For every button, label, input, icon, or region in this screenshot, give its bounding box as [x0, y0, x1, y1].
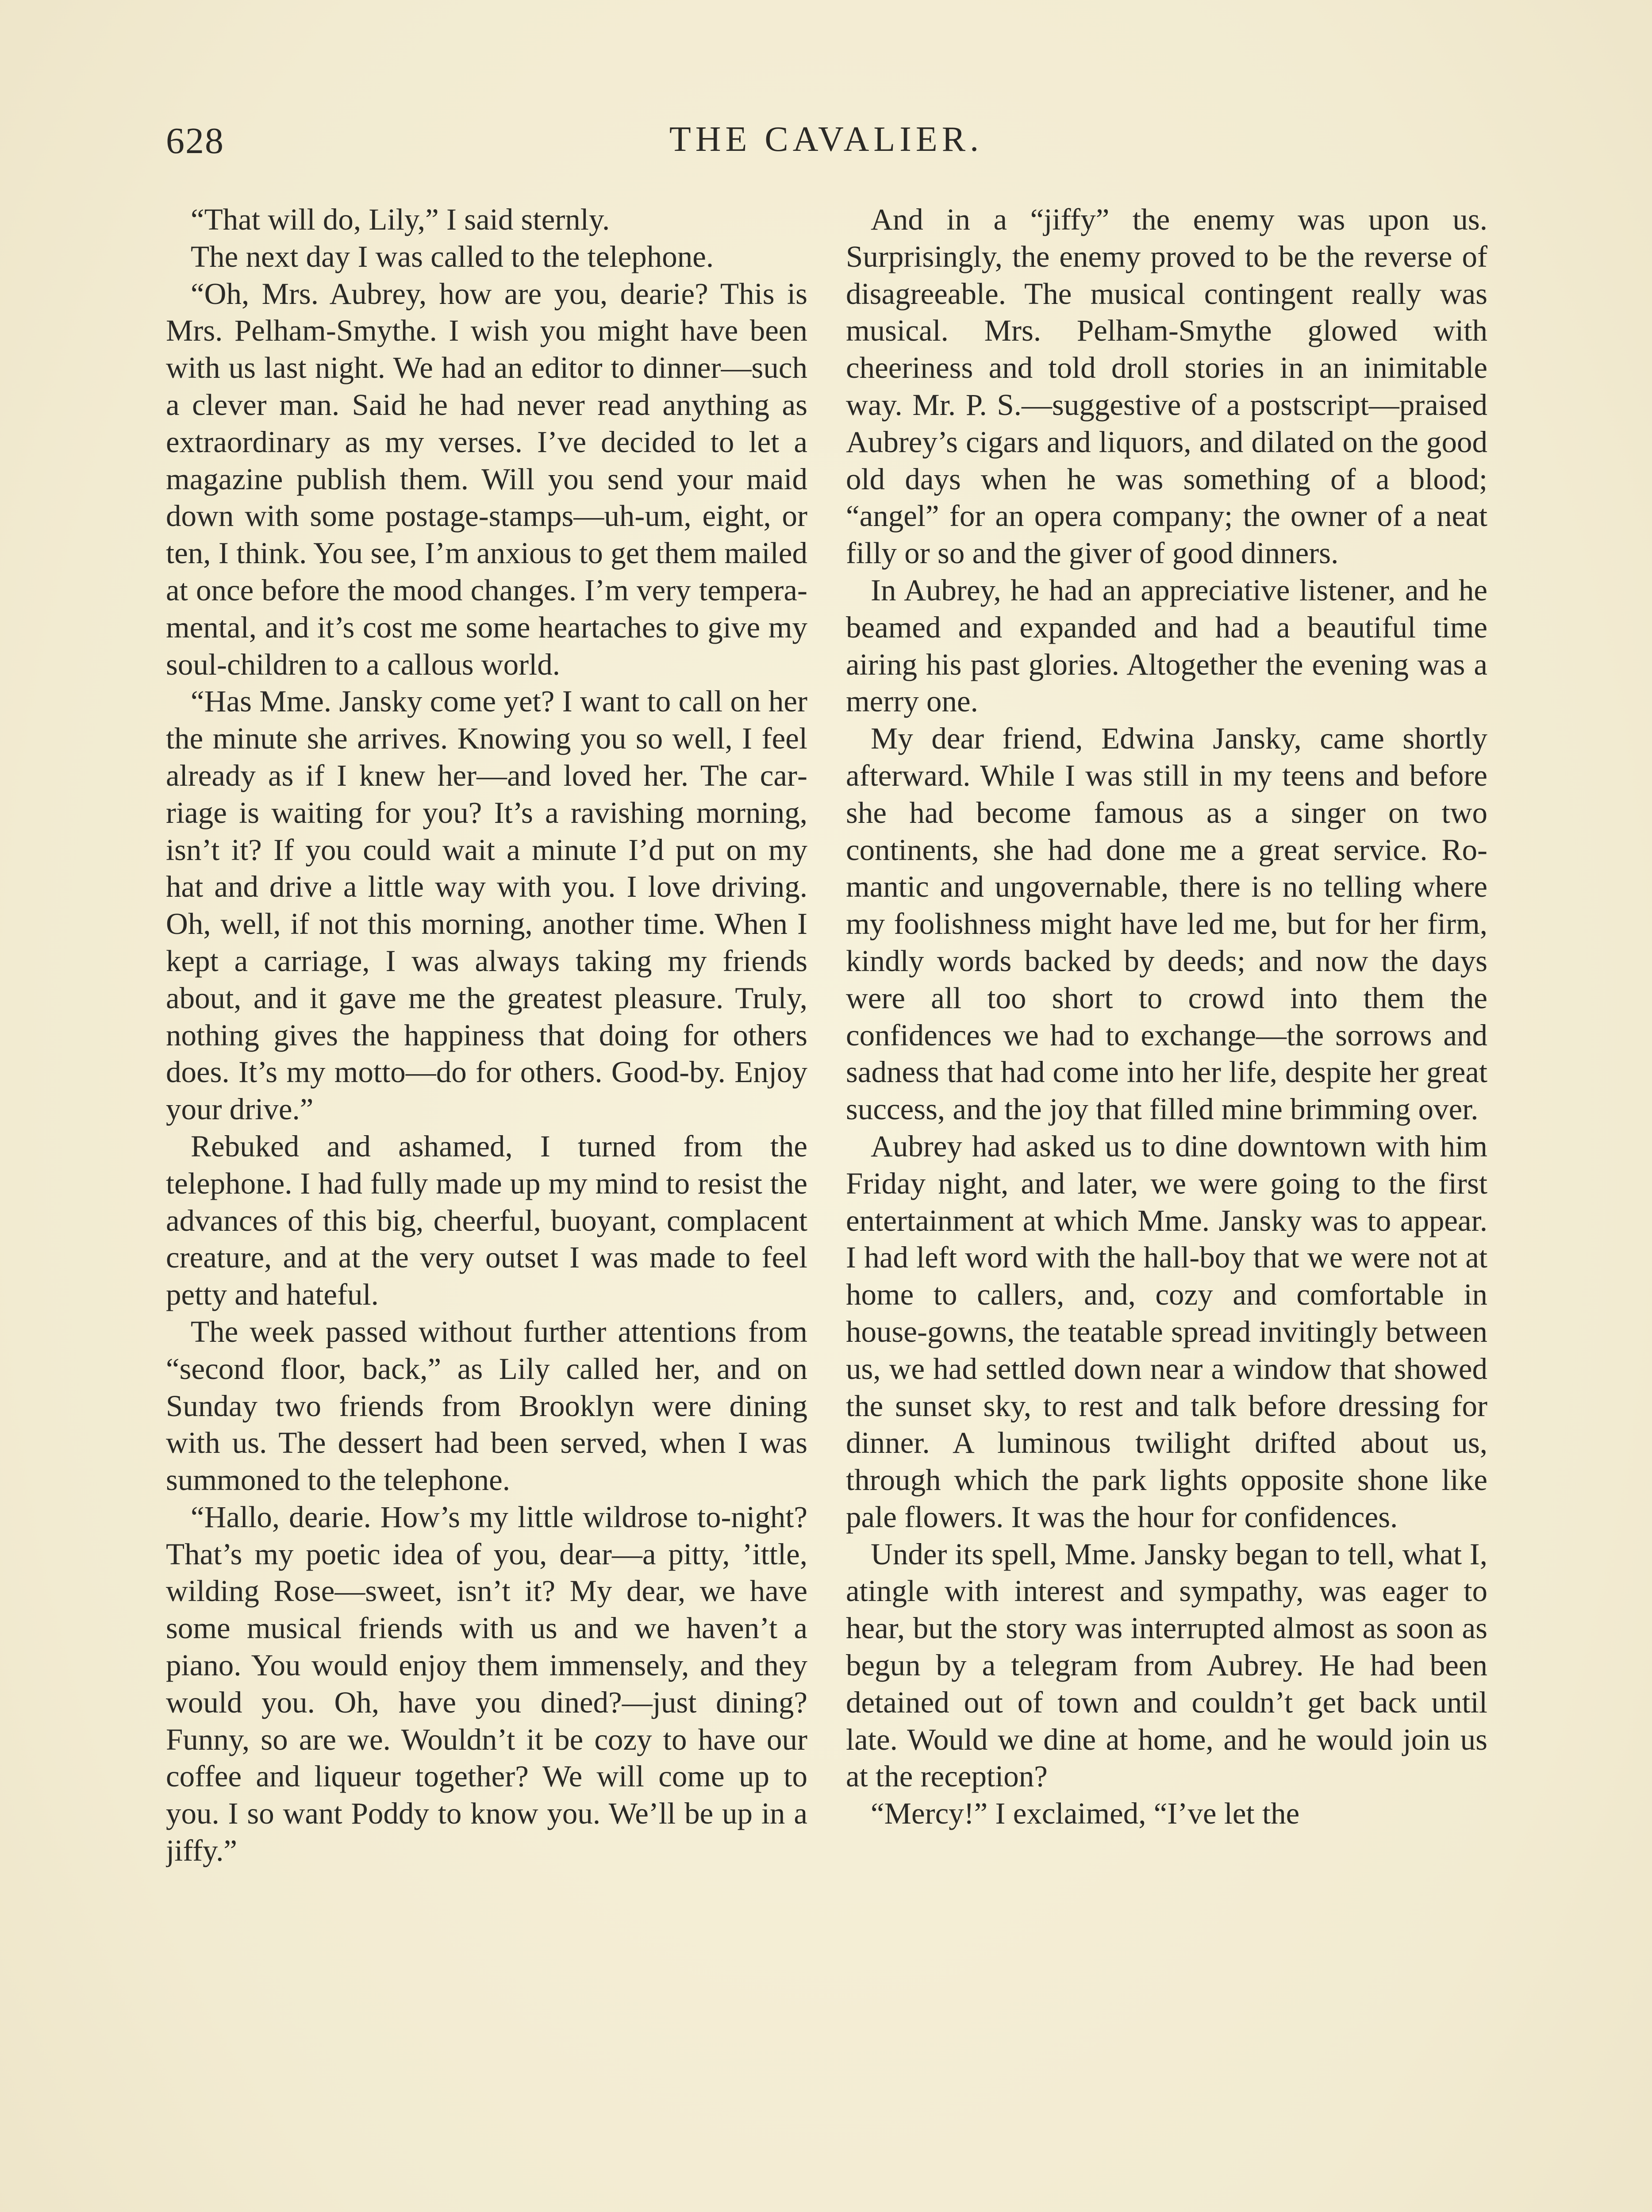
paragraph: In Aubrey, he had an appreciative listener, and he beamed and expanded and had a beautiful time airing his past glories. Altogether the evening was a merry one.	[846, 573, 1487, 718]
paragraph: And in a “jiffy” the enemy was upon us. Surprisingly, the enemy proved to be the reverse of disagreeable. The musical contingent really was musical. Mrs. Pelham-Smythe glowed with cheeriness and told droll stories in an inimitable way. Mr. P. S.—suggestive of a postscript—praised Aubrey’s cigars and liquors, and dilated on the good old days when he was something of a blood; “angel” for an opera company; the owner of a neat filly or so and the giver of good dinners.	[846, 203, 1487, 570]
paragraph: My dear friend, Edwina Jansky, came shortly afterward. While I was still in my teens and before she had become famous as a singer on two continents, she had done me a great service. Romantic and ungovernable, there is no telling where my foolishness might have led me, but for her firm, kindly words backed by deeds; and now the days were all too short to crowd into them the confidences we had to exchange—the sorrows and sadness that had come into her life, despite her great success, and the joy that filled mine brimming over.	[846, 722, 1487, 1126]
paragraph: “Oh, Mrs. Aubrey, how are you, dearie? This is Mrs. Pelham-Smythe. I wish you might have been with us last night. We had an editor to dinner—such a clever man. Said he had never read anything as extraordinary as my verses. I’ve decided to let a magazine publish them. Will you send your maid down with some postage-stamps—uh-um, eight, or ten, I think. You see, I’m anxious to get them mailed at once before the mood changes. I’m very temperamental, and it’s cost me some heartaches to give my soul-children to a callous world.	[166, 276, 807, 681]
paragraph: Rebuked and ashamed, I turned from the telephone. I had fully made up my mind to resist the advances of this big, cheerful, buoyant, complacent creature, and at the very outset I was made to feel petty and hateful.	[166, 1129, 807, 1312]
paragraph: “Has Mme. Jansky come yet? I want to call on her the minute she arrives. Knowing you so well, I feel already as if I knew her—and loved her. The carriage is waiting for you? It’s a ravishing morning, isn’t it? If you could wait a minute I’d put on my hat and drive a little way with you. I love driving. Oh, well, if not this morning, another time. When I kept a carriage, I was always taking my friends about, and it gave me the greatest pleasure. Truly, nothing gives the happiness that doing for others does. It’s my motto—do for others. Good-by. Enjoy your drive.”	[166, 684, 807, 1126]
paragraph: “Hallo, dearie. How’s my little wildrose to-night? That’s my poetic idea of you, dear—a pitty, ’ittle, wilding Rose—sweet, isn’t it? My dear, we have some musical friends with us and we haven’t a piano. You would enjoy them immensely, and they would you. Oh, have you dined?—just dining? Funny, so are we. Wouldn’t it be cozy to have our coffee and liqueur together? We will come up to you. I so want Poddy to know you. We’ll be up in a jiffy.”	[166, 1500, 807, 1868]
paragraph: Under its spell, Mme. Jansky began to tell, what I, atingle with interest and sympathy, was eager to hear, but the story was interrupted almost as soon as begun by a telegram from Aubrey. He had been detained out of town and couldn’t get back until late. Would we dine at home, and he would join us at the reception?	[846, 1537, 1487, 1793]
right-column	[846, 201, 1487, 2212]
running-title: THE CAVALIER.	[669, 120, 984, 159]
left-column	[166, 201, 807, 2212]
page-number: 628	[166, 120, 224, 161]
paragraph: The week passed without further attentions from “second floor, back,” as Lily called her, and on Sunday two friends from Brooklyn were dining with us. The dessert had been served, when I was summoned to the telephone.	[166, 1314, 807, 1497]
paragraph: The next day I was called to the telephone.	[191, 239, 714, 273]
page-header	[166, 119, 1487, 168]
paragraph: “That will do, Lily,” I said sternly.	[191, 203, 610, 236]
paragraph: Aubrey had asked us to dine downtown with him Friday night, and later, we were going to the first entertainment at which Mme. Jansky was to appear. I had left word with the hall-boy that we were not at home to callers, and, cozy and comfortable in house-gowns, the teatable spread invitingly between us, we had settled down near a window that showed the sunset sky, to rest and talk before dressing for dinner. A luminous twilight drifted about us, through which the park lights opposite shone like pale flowers. It was the hour for confidences.	[846, 1129, 1487, 1534]
paragraph: “Mercy!” I exclaimed, “I’ve let the	[871, 1797, 1300, 1831]
